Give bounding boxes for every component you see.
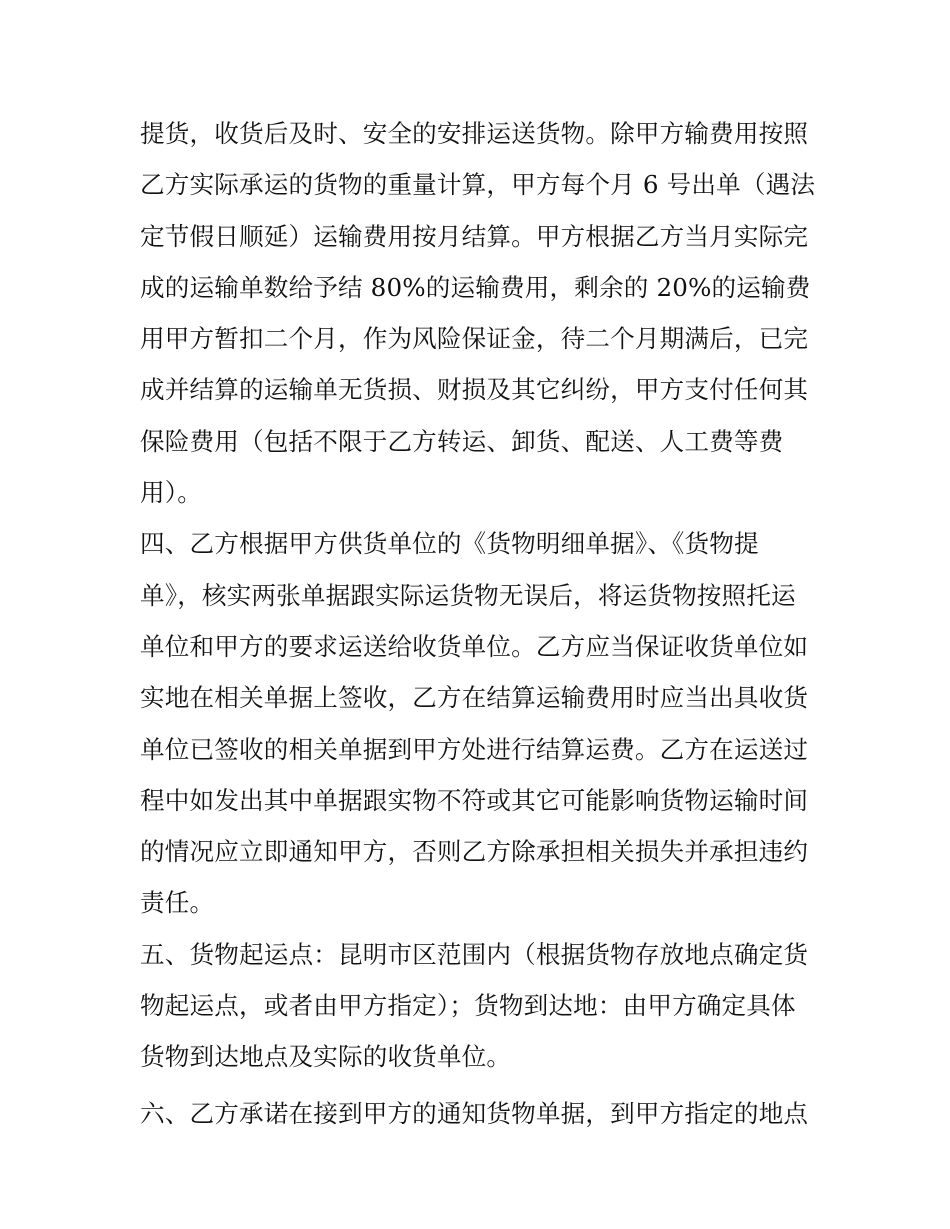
text-line: 单位已签收的相关单据到甲方处进行结算运费。乙方在运送过 (140, 734, 809, 764)
text-line: 的情况应立即通知甲方，否则乙方除承担相关损失并承担违约 (140, 837, 809, 867)
text-line: 定节假日顺延）运输费用按月结算。甲方根据乙方当月实际完 (140, 221, 809, 251)
text-line: 保险费用（包括不限于乙方转运、卸货、配送、人工费等费 (140, 426, 784, 456)
text-line: 乙方实际承运的货物的重量计算，甲方每个月 6 号出单（遇法 (140, 170, 816, 200)
text-line: 成并结算的运输单无货损、财损及其它纠纷，甲方支付任何其 (140, 375, 809, 405)
text-line: 成的运输单数给予结 80%的运输费用，剩余的 20%的运输费 (140, 272, 811, 302)
text-line: 责任。 (140, 888, 215, 918)
clause-six-line: 六、乙方承诺在接到甲方的通知货物单据，到甲方指定的地点 (140, 1098, 809, 1128)
text-line: 单位和甲方的要求运送给收货单位。乙方应当保证收货单位如 (140, 631, 809, 661)
text-line: 实地在相关单据上签收，乙方在结算运输费用时应当出具收货 (140, 683, 809, 713)
text-line: 用）。 (140, 478, 202, 508)
text-line: 程中如发出其中单据跟实物不符或其它可能影响货物运输时间 (140, 785, 809, 815)
text-line: 物起运点，或者由甲方指定）；货物到达地：由甲方确定具体 (140, 991, 796, 1021)
text-line: 用甲方暂扣二个月，作为风险保证金，待二个月期满后，已完 (140, 324, 809, 354)
clause-four-line: 四、乙方根据甲方供货单位的《货物明细单据》、《货物提 (140, 529, 759, 559)
text-line: 提货，收货后及时、安全的安排运送货物。除甲方输费用按照 (140, 119, 809, 148)
text-line: 单》，核实两张单据跟实际运货物无误后，将运货物按照托运 (140, 580, 796, 610)
contract-text (140, 108, 820, 1139)
text-line: 货物到达地点及实际的收货单位。 (140, 1042, 512, 1072)
clause-five-line: 五、货物起运点：昆明市区范围内（根据货物存放地点确定货 (140, 939, 809, 969)
